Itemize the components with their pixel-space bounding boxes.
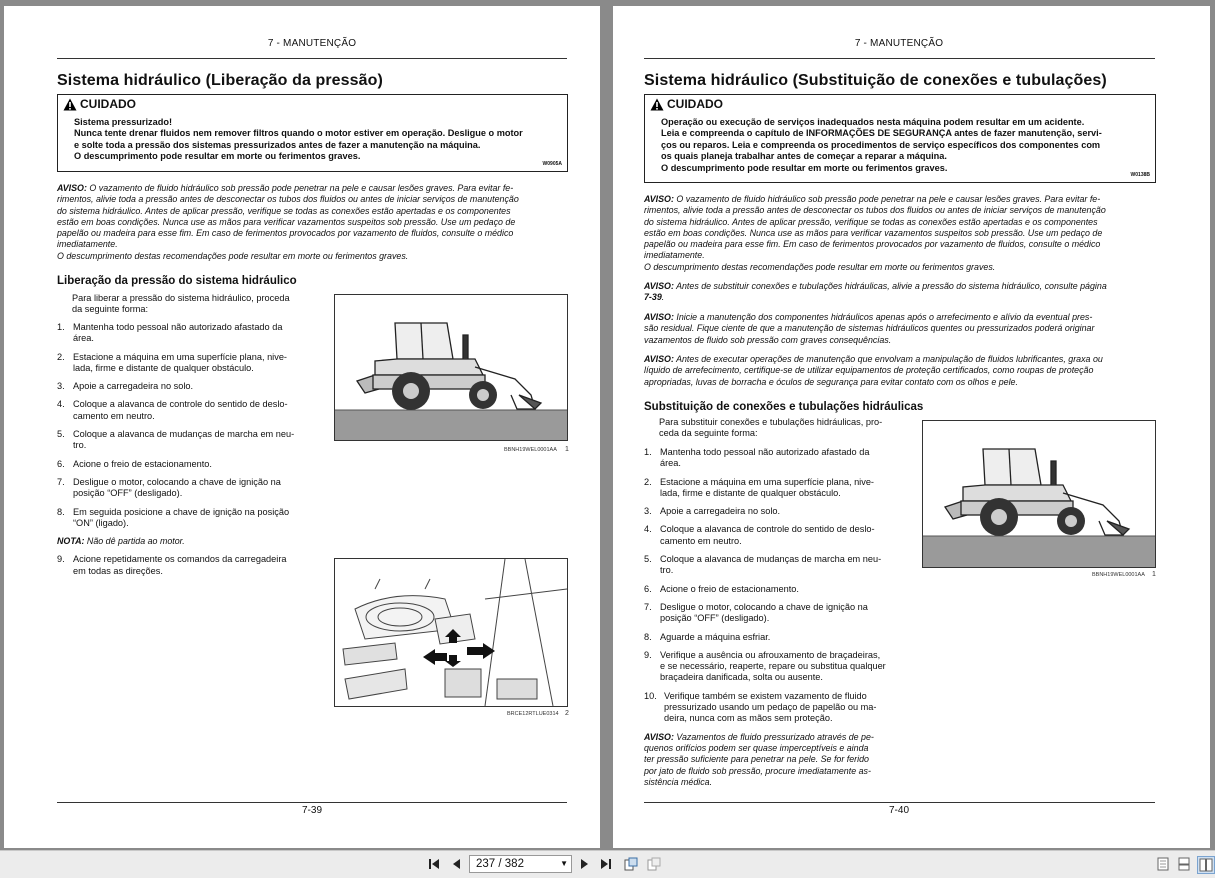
caution-label: CUIDADO (80, 97, 136, 111)
list-item: 7. Desligue o motor, colocando a chave de ignição na posição “OFF” (desligado). (644, 601, 868, 624)
caution-code: W0138B (1130, 172, 1150, 178)
list-item: 9. Acione repetidamente os comandos da carregadeira em todas as direções. (57, 554, 287, 576)
figure-number: 1 (565, 446, 569, 453)
aviso-paragraph: AVISO: Vazamentos de fluido pressurizado através de pe- quenos orifícios podem ser quase imperceptíveis e ainda ter pressão suficiente para penetrar na pele. Se for ferido por jato de fluido sob pressão, procure imediatamente as- sistência médica. (644, 731, 874, 787)
list-item: 7. Desligue o motor, colocando a chave de ignição na posição “OFF” (desligado). (57, 476, 281, 499)
right-page (613, 6, 1210, 848)
left-page (4, 6, 600, 848)
aviso-paragraph: AVISO: Inicie a manutenção dos componentes hidráulicos apenas após o arrefecimento e alívio da eventual pres- são residual. Fique ciente de que a manutenção de sistemas hidráulicos quentes ou pressurizados poderá originar vazamentos de fluido sob pressão com graves consequências. (644, 312, 1095, 345)
page-title: Sistema hidráulico (Liberação da pressão) (57, 72, 383, 89)
list-item: 8. Aguarde a máquina esfriar. (644, 631, 771, 642)
aviso-paragraph: AVISO: O vazamento de fluido hidráulico sob pressão pode penetrar na pele e causar lesões graves. Para evitar fe- rimentos, alivie toda a pressão antes de desconectar os tubos dos fluidos ou antes de iniciar serviços de manutenção do sistema hidráulico. Antes de aplicar pressão, verifique se todas as conexões estão apertadas e os componentes estão em boas condições. Nunca use as mãos para verificar vazamentos suspeitos sob pressão. Use um pedaço de papelão ou madeira para esse fim. Em caso de ferimentos provocados por vazamento de fluidos, consulte o médico imediatamente. O descumprimento destas recomendações pode resultar em morte ou ferimentos graves. (57, 183, 519, 261)
controls-illustration (335, 559, 567, 706)
section-title: Liberação da pressão do sistema hidráulico (57, 275, 297, 287)
warning-icon (650, 98, 664, 111)
prev-page-icon[interactable] (448, 856, 464, 872)
list-item: 9. Verifique a ausência ou afrouxamento de braçadeiras, e se necessário, reaperte, repare ou substitua qualquer braçadeira danificada, solta ou ausente. (644, 649, 886, 683)
section-title: Substituição de conexões e tubulações hidráulicas (644, 401, 924, 413)
loader-illustration (335, 295, 567, 440)
intro-text: Para substituir conexões e tubulações hidráulicas, pro- ceda da seguinte forma: (659, 417, 883, 439)
figure-number: 1 (1152, 571, 1156, 578)
header-rule (57, 58, 567, 59)
list-item: 5. Coloque a alavanca de mudanças de marcha em neu- tro. (644, 554, 882, 576)
caution-box (644, 94, 1156, 183)
caution-label: CUIDADO (667, 97, 723, 111)
footer-rule (644, 802, 1155, 803)
aviso-paragraph: AVISO: Antes de executar operações de manutenção que envolvam a manipulação de fluidos lubrificantes, graxa ou líquido de arrefecimento, certifique-se de utilizar equipamentos de proteção certificados, como roupas de proteção apropriadas, luvas de borracha e óculos de segurança para evitar contato com os olhos e pele. (644, 354, 1103, 387)
list-item: 4. Coloque a alavanca de controle do sentido de deslo- camento em neutro. (57, 399, 288, 421)
page-header: 7 - MANUTENÇÃO (267, 38, 357, 49)
figure-code: BBNH19WEL0001AA (504, 447, 557, 453)
figure-code: BBNH19WEL0001AA (1092, 572, 1145, 578)
viewer-toolbar (0, 850, 1215, 878)
intro-text: Para liberar a pressão do sistema hidráulico, proceda da seguinte forma: (72, 293, 290, 315)
figure-code: BRCE12RTLUE0314 (507, 711, 559, 717)
page-number-input[interactable]: 237 / 382 ▼ (469, 855, 572, 873)
list-item: 4. Coloque a alavanca de controle do sentido de deslo- camento em neutro. (644, 524, 875, 546)
figure-number: 2 (565, 710, 569, 717)
figure-loader (922, 420, 1156, 568)
fit-page-icon[interactable] (623, 856, 639, 872)
steps-list (57, 322, 313, 577)
list-item: 1. Mantenha todo pessoal não autorizado afastado da área. (57, 322, 283, 344)
list-item: 10. Verifique também se existem vazamento de fluido pressurizado usando um pedaço de papelão ou ma- deira, nunca com as mãos sem proteção. (644, 690, 877, 724)
list-item: 3. Apoie a carregadeira no solo. (57, 381, 194, 392)
two-page-icon[interactable] (1197, 856, 1215, 874)
caution-text: Sistema pressurizado! Nunca tente drenar fluidos nem remover filtros quando o motor estiver em operação. Desligue o motor e solte toda a pressão dos sistemas pressurizados antes de fazer a manutenção na máquina. O descumprimento pode resultar em morte ou ferimentos graves. (74, 117, 523, 162)
page-title: Sistema hidráulico (Substituição de conexões e tubulações) (644, 72, 1107, 89)
next-page-icon[interactable] (577, 856, 593, 872)
list-item: 2. Estacione a máquina em uma superfície plana, nive- lada, firme e distante de qualquer obstáculo. (57, 351, 287, 373)
first-page-icon[interactable] (426, 856, 442, 872)
nota-text: NOTA: Não dê partida ao motor. (57, 536, 185, 547)
list-item: 2. Estacione a máquina em uma superfície plana, nive- lada, firme e distante de qualquer obstáculo. (644, 476, 874, 498)
list-item: 5. Coloque a alavanca de mudanças de marcha em neu- tro. (57, 429, 295, 451)
header-rule (644, 58, 1155, 59)
fit-width-icon[interactable] (646, 856, 662, 872)
aviso-paragraph: AVISO: O vazamento de fluido hidráulico sob pressão pode penetrar na pele e causar lesões graves. Para evitar fe- rimentos, alivie toda a pressão antes de desconectar os tubos dos fluidos ou antes de iniciar serviços de manutenção do sistema hidráulico. Antes de aplicar pressão, verifique se todas as conexões estão apertadas e os componentes estão em boas condições. Nunca use as mãos para verificar vazamentos suspeitos sob pressão. Use um pedaço de papelão ou madeira para esse fim. Em caso de ferimentos provocados por vazamento de fluidos, consulte o médico imediatamente. O descumprimento destas recomendações pode resultar em morte ou ferimentos graves. (644, 194, 1106, 272)
footer-rule (57, 802, 567, 803)
list-item: 6. Acione o freio de estacionamento. (644, 583, 799, 594)
caution-text: Operação ou execução de serviços inadequados nesta máquina podem resultar em um acidente. Leia e compreenda o capítulo de INFORMAÇÕES DE SEGURANÇA antes de fazer manutenção, servi- ços ou reparos. Leia e compreenda os procedimentos de serviço específicos dos componentes com os quais planeja trabalhar antes de começar a reparar a máquina. O descumprimento pode resultar em morte ou ferimentos graves. (661, 117, 1102, 173)
figure-controls (334, 558, 568, 707)
list-item: 1. Mantenha todo pessoal não autorizado afastado da área. (644, 447, 870, 469)
warning-icon (63, 98, 77, 111)
page-number: 7-39 (301, 805, 322, 816)
page-number: 7-40 (888, 805, 909, 816)
list-item: 8. Em seguida posicione a chave de ignição na posição “ON” (ligado). (57, 506, 290, 528)
list-item: 6. Acione o freio de estacionamento. (57, 458, 212, 469)
chevron-down-icon[interactable]: ▼ (560, 859, 568, 868)
single-page-icon[interactable] (1155, 856, 1171, 872)
list-item: 3. Apoie a carregadeira no solo. (644, 506, 781, 517)
caution-code: W0905A (542, 161, 562, 167)
continuous-icon[interactable] (1176, 856, 1192, 872)
steps-list (644, 447, 902, 788)
last-page-icon[interactable] (598, 856, 614, 872)
figure-loader (334, 294, 568, 441)
aviso-paragraph: AVISO: Antes de substituir conexões e tubulações hidráulicas, alivie a pressão do sistema hidráulico, consulte página 7-39. (644, 281, 1107, 303)
caution-box (57, 94, 568, 172)
loader-illustration (923, 421, 1155, 567)
page-header: 7 - MANUTENÇÃO (854, 38, 944, 49)
